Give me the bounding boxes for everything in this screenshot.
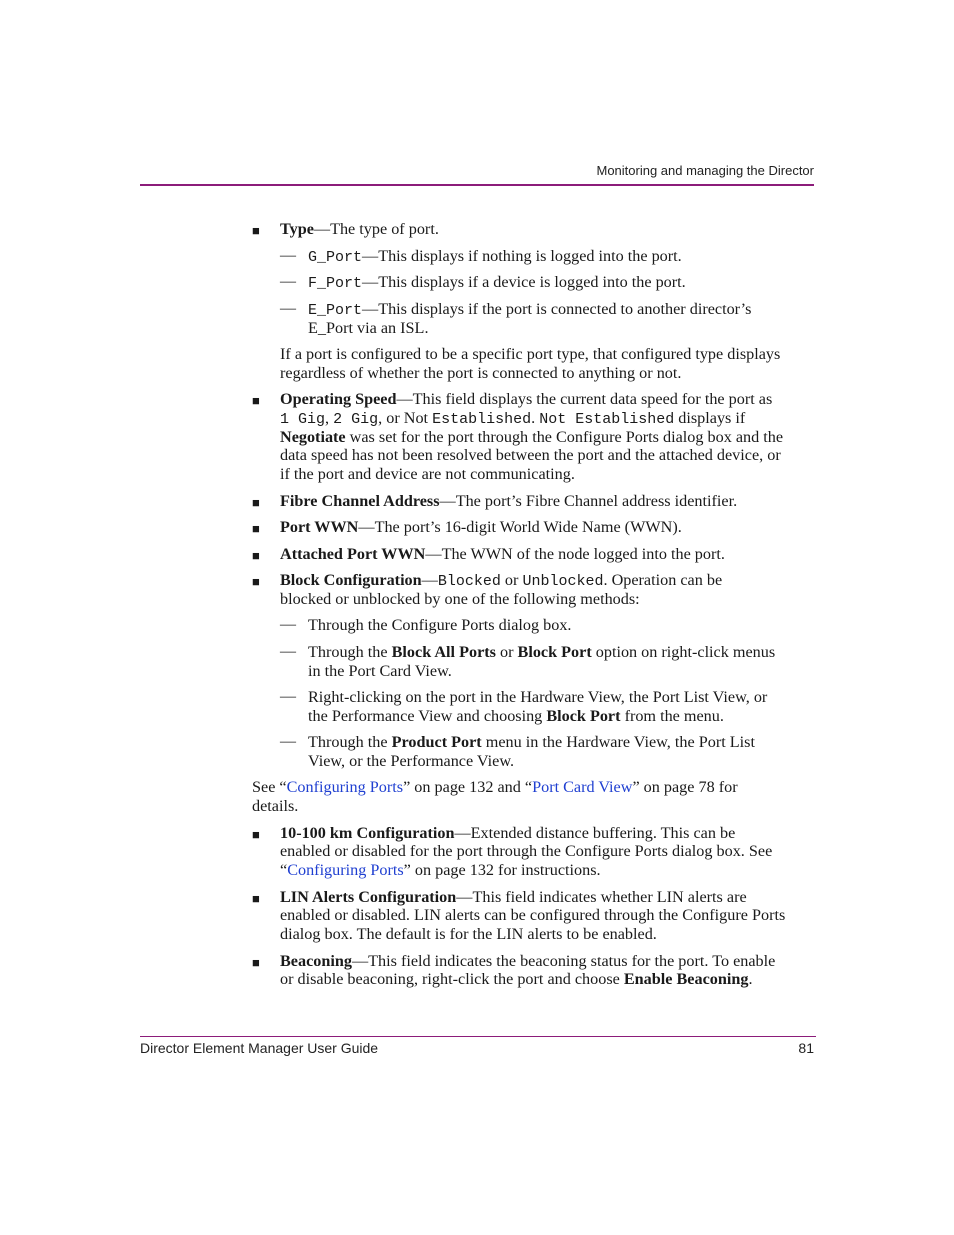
see-mid: ” on page 132 and “ — [403, 778, 533, 796]
bullet-icon: ■ — [252, 548, 260, 563]
bullet-icon: ■ — [252, 574, 260, 589]
header-rule — [140, 184, 814, 186]
configuring-ports-link[interactable]: Configuring Ports — [286, 778, 404, 796]
m3-post: from the menu. — [620, 707, 724, 725]
code-not-established: Not Established — [539, 411, 675, 428]
fport-item — [308, 273, 686, 294]
code-established: Established — [432, 411, 532, 428]
m2-or: or — [495, 643, 518, 661]
gport-desc: —This displays if nothing is logged into the port. — [362, 247, 682, 265]
footer-rule — [140, 1036, 816, 1037]
term-port-wwn: Port WWN — [280, 518, 359, 536]
block-method-1: Through the Configure Ports dialog box. — [308, 616, 572, 634]
term-negotiate: Negotiate — [280, 428, 346, 446]
port-wwn-item — [280, 518, 682, 537]
port-card-view-link[interactable]: Port Card View — [532, 778, 633, 796]
or-not: , or Not — [378, 409, 433, 427]
code-2gig: 2 Gig — [333, 411, 379, 428]
bullet-icon: ■ — [252, 891, 260, 906]
block-method-4 — [308, 733, 755, 752]
km-config-line1 — [280, 824, 735, 843]
footer-guide-title: Director Element Manager User Guide — [140, 1040, 379, 1056]
dash-icon: — — [280, 733, 296, 750]
term-fibre-channel-address: Fibre Channel Address — [280, 492, 440, 510]
bullet-icon: ■ — [252, 521, 260, 536]
term-beaconing: Beaconing — [280, 952, 352, 970]
dash-icon: — — [280, 688, 296, 705]
fca-desc: —The port’s Fibre Channel address identifier. — [439, 492, 738, 510]
term-type: Type — [280, 220, 314, 238]
eport-desc: —This displays if the port is connected to another director’s — [362, 300, 752, 318]
lin-alerts-line2: enabled or disabled. LIN alerts can be configured through the Configure Ports — [280, 906, 786, 924]
bullet-icon: ■ — [252, 223, 260, 238]
block-method-2-line2: in the Port Card View. — [308, 662, 452, 680]
dash-icon: — — [280, 247, 296, 264]
period: . — [531, 409, 536, 427]
period: . — [748, 970, 753, 988]
block-method-2 — [308, 643, 775, 662]
type-note-line2: regardless of whether the port is connected to anything or not. — [280, 364, 682, 382]
block-config-line1 — [280, 571, 722, 592]
beaconing-desc1: —This field indicates the beaconing status for the port. To enable — [351, 952, 776, 970]
dash-icon: — — [280, 616, 296, 633]
operating-speed-line4: data speed has not been resolved between the port and the attached device, or — [280, 446, 781, 464]
operating-speed-line1 — [280, 390, 772, 409]
term-block-configuration: Block Configuration — [280, 571, 422, 589]
block-method-4-line2: View, or the Performance View. — [308, 752, 515, 770]
term-attached-port-wwn: Attached Port WWN — [280, 545, 426, 563]
code-blocked: Blocked — [437, 573, 501, 590]
term-operating-speed: Operating Speed — [280, 390, 397, 408]
term-block-port: Block Port — [546, 707, 621, 725]
km-config-line2: enabled or disabled for the port through the Configure Ports dialog box. See — [280, 842, 773, 860]
code-gport: G_Port — [308, 249, 363, 266]
bullet-icon: ■ — [252, 827, 260, 842]
bullet-icon: ■ — [252, 495, 260, 510]
beaconing-desc2: or disable beaconing, right-click the port and choose — [280, 970, 624, 988]
fport-desc: —This displays if a device is logged into the port. — [362, 273, 686, 291]
code-1gig: 1 Gig — [280, 411, 326, 428]
operating-speed-desc3: was set for the port through the Configure Ports dialog box and the — [345, 428, 784, 446]
em-dash: — — [421, 571, 438, 589]
lin-alerts-line1 — [280, 888, 747, 907]
type-item — [280, 220, 439, 239]
block-method-3: Right-clicking on the port in the Hardware View, the Port List View, or — [308, 688, 768, 706]
code-fport: F_Port — [308, 275, 363, 292]
dash-icon: — — [280, 643, 296, 660]
term-enable-beaconing: Enable Beaconing — [623, 970, 749, 988]
beaconing-line2 — [280, 970, 753, 989]
m4-post: menu in the Hardware View, the Port List — [481, 733, 755, 751]
code-eport: E_Port — [308, 302, 363, 319]
configuring-ports-link[interactable]: Configuring Ports — [287, 861, 404, 879]
bullet-icon: ■ — [252, 393, 260, 408]
term-block-all-ports: Block All Ports — [391, 643, 496, 661]
eport-item — [308, 300, 751, 321]
operating-speed-line3 — [280, 428, 783, 447]
block-desc1: . Operation can be — [603, 571, 723, 589]
eport-item-line2: E_Port via an ISL. — [308, 319, 429, 337]
beaconing-line1 — [280, 952, 775, 971]
see-also-line1 — [252, 778, 738, 797]
attached-port-wwn-desc: —The WWN of the node logged into the port. — [425, 545, 725, 563]
m3-pre: the Performance View and choosing — [308, 707, 547, 725]
type-note-line1: If a port is configured to be a specific port type, that configured type displays — [280, 345, 781, 363]
term-product-port: Product Port — [391, 733, 482, 751]
term-km-configuration: 10-100 km Configuration — [280, 824, 455, 842]
lin-alerts-line3: dialog box. The default is for the LIN alerts to be enabled. — [280, 925, 657, 943]
type-desc: —The type of port. — [313, 220, 439, 238]
m2-pre: Through the — [308, 643, 392, 661]
quote-open: “ — [280, 861, 288, 879]
see-post: ” on page 78 for — [632, 778, 738, 796]
attached-port-wwn-item — [280, 545, 725, 564]
fibre-channel-address-item — [280, 492, 737, 511]
port-wwn-desc: —The port’s 16-digit World Wide Name (WWN). — [358, 518, 682, 536]
bullet-icon: ■ — [252, 955, 260, 970]
km-config-line3 — [280, 861, 601, 880]
dash-icon: — — [280, 273, 296, 290]
block-method-3-line2 — [308, 707, 724, 726]
km-desc1: —Extended distance buffering. This can be — [454, 824, 736, 842]
block-config-line2: blocked or unblocked by one of the following methods: — [280, 590, 640, 608]
operating-speed-line5: if the port and device are not communicating. — [280, 465, 575, 483]
term-lin-alerts: LIN Alerts Configuration — [280, 888, 457, 906]
lin-desc1: —This field indicates whether LIN alerts are — [456, 888, 747, 906]
gport-item — [308, 247, 682, 268]
m4-pre: Through the — [308, 733, 392, 751]
term-block-port: Block Port — [517, 643, 592, 661]
dash-icon: — — [280, 300, 296, 317]
comma: , — [325, 409, 330, 427]
running-head: Monitoring and managing the Director — [596, 163, 814, 178]
see-pre: See “ — [252, 778, 287, 796]
code-unblocked: Unblocked — [522, 573, 604, 590]
displays-if: displays if — [674, 409, 746, 427]
see-also-line2: details. — [252, 797, 299, 815]
operating-speed-line2 — [280, 409, 745, 430]
km-desc3: ” on page 132 for instructions. — [403, 861, 601, 879]
m2-post: option on right-click menus — [591, 643, 776, 661]
page-number: 81 — [798, 1040, 814, 1056]
operating-speed-desc: —This field displays the current data speed for the port as — [396, 390, 773, 408]
or: or — [500, 571, 523, 589]
